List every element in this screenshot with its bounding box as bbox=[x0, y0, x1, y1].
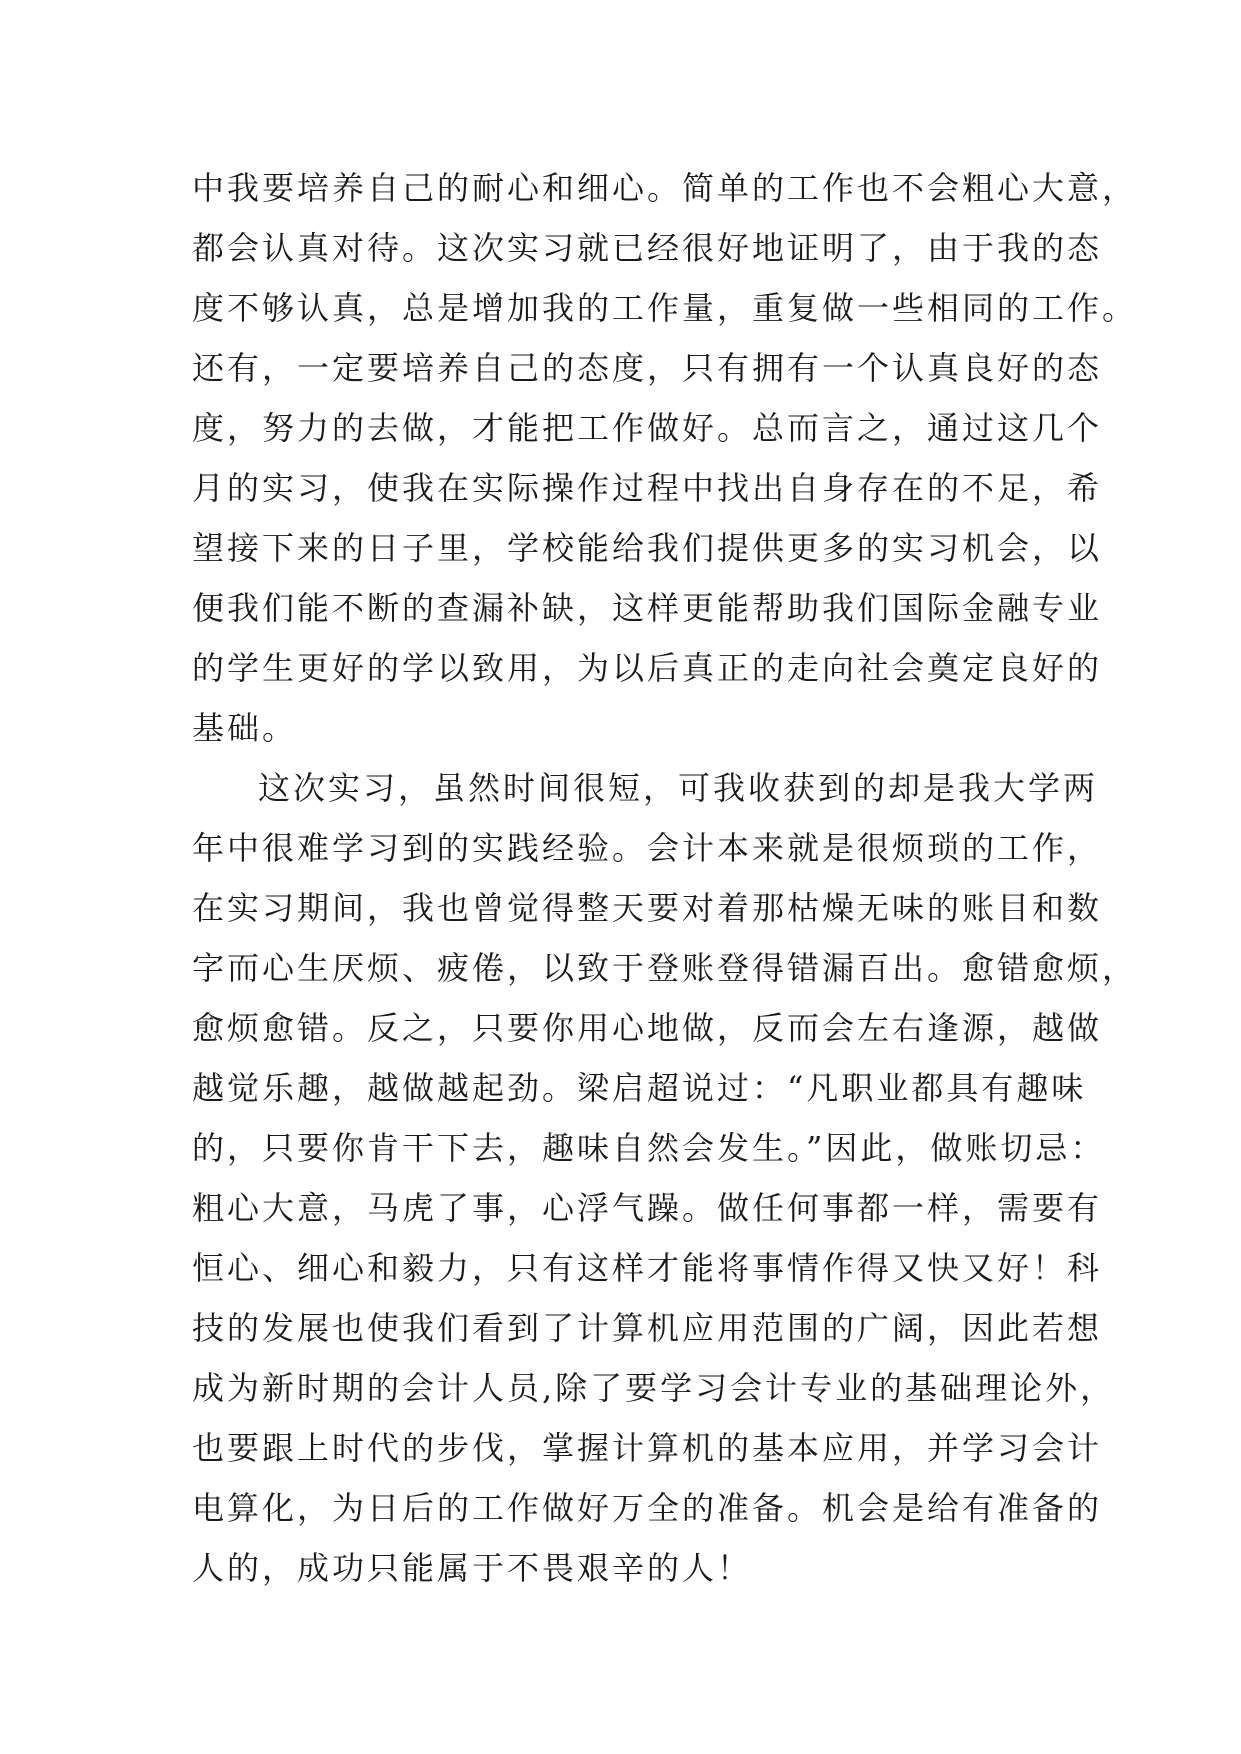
text-line: 基础。 bbox=[192, 709, 298, 747]
text-line: 年中很难学习到的实践经验。会计本来就是很烦琐的工作， bbox=[192, 829, 1103, 867]
body-text bbox=[192, 158, 1138, 1598]
text-line: 人的，成功只能属于不畏艰辛的人！ bbox=[192, 1549, 753, 1587]
text-line: 都会认真对待。这次实习就已经很好地证明了，由于我的态 bbox=[192, 229, 1103, 267]
text-line: 也要跟上时代的步伐，掌握计算机的基本应用，并学习会计 bbox=[192, 1429, 1103, 1467]
text-line: 的，只要你肯干下去，趣味自然会发生。”因此，做账切忌： bbox=[192, 1129, 1106, 1167]
text-line: 电算化，为日后的工作做好万全的准备。机会是给有准备的 bbox=[192, 1489, 1103, 1527]
text-line: 度不够认真，总是增加我的工作量，重复做一些相同的工作。 bbox=[192, 289, 1138, 327]
paragraph-2 bbox=[192, 758, 1138, 1598]
text-line: 的学生更好的学以致用，为以后真正的走向社会奠定良好的 bbox=[192, 649, 1103, 687]
text-line: 中我要培养自己的耐心和细心。简单的工作也不会粗心大意， bbox=[192, 169, 1138, 207]
text-line: 这次实习，虽然时间很短，可我收获到的却是我大学两 bbox=[258, 769, 1099, 807]
text-line: 还有，一定要培养自己的态度，只有拥有一个认真良好的态 bbox=[192, 349, 1103, 387]
text-line: 月的实习，使我在实际操作过程中找出自身存在的不足，希 bbox=[192, 469, 1103, 507]
text-line: 愈烦愈错。反之，只要你用心地做，反而会左右逢源，越做 bbox=[192, 1009, 1103, 1047]
paragraph-1 bbox=[192, 158, 1138, 758]
text-line: 度，努力的去做，才能把工作做好。总而言之，通过这几个 bbox=[192, 409, 1103, 447]
text-line: 成为新时期的会计人员,除了要学习会计专业的基础理论外， bbox=[192, 1369, 1116, 1407]
text-line: 在实习期间，我也曾觉得整天要对着那枯燥无味的账目和数 bbox=[192, 889, 1103, 927]
text-line: 粗心大意，马虎了事，心浮气躁。做任何事都一样，需要有 bbox=[192, 1189, 1103, 1227]
text-line: 越觉乐趣，越做越起劲。梁启超说过：“凡职业都具有趣味 bbox=[192, 1069, 1087, 1107]
text-line: 便我们能不断的查漏补缺，这样更能帮助我们国际金融专业 bbox=[192, 589, 1103, 627]
text-line: 技的发展也使我们看到了计算机应用范围的广阔，因此若想 bbox=[192, 1309, 1103, 1347]
text-line: 恒心、细心和毅力，只有这样才能将事情作得又快又好！科 bbox=[192, 1249, 1103, 1287]
text-line: 字而心生厌烦、疲倦，以致于登账登得错漏百出。愈错愈烦， bbox=[192, 949, 1138, 987]
text-line: 望接下来的日子里，学校能给我们提供更多的实习机会，以 bbox=[192, 529, 1103, 567]
